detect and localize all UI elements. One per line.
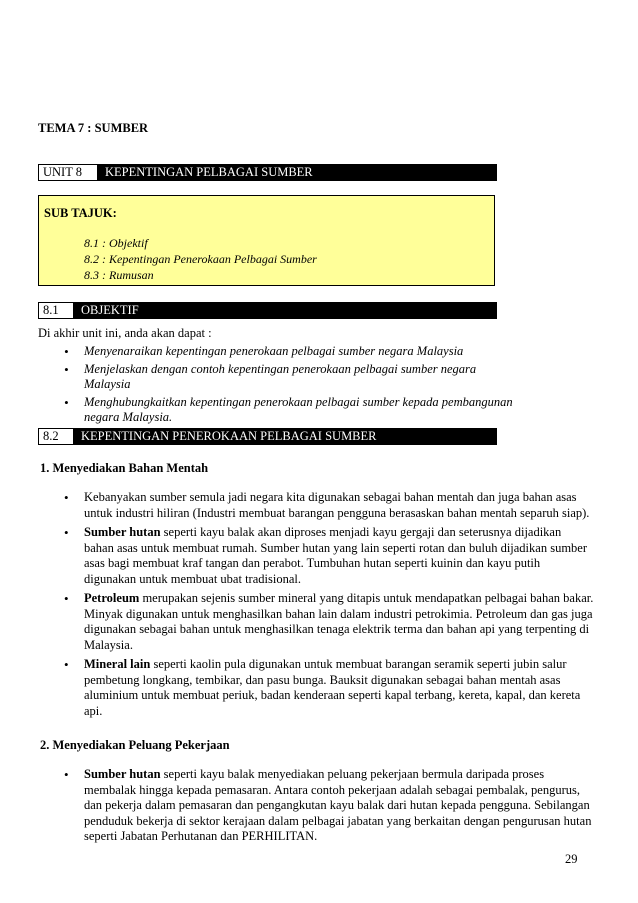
bullet-icon: • — [64, 361, 69, 377]
list-item — [64, 344, 524, 360]
item-text: seperti kayu balak menyediakan peluang pekerjaan bermula daripada proses membalak hingga kepada pemasaran. Antara contoh pekerjaan adalah sebagai pembalak, pengurus, dan pekerja dalam pemasaran dan pengangkutan kayu balak dari hutan kepada pengguna. Sebilangan penduduk bekerja di sektor kerajaan dalam pelbagai jabatan yang berkaitan dengan pengurusan hutan seperti Jabatan Perhutanan dan PERHILITAN. — [84, 767, 592, 843]
item-bold: Sumber hutan — [84, 767, 161, 781]
list-item — [64, 767, 594, 845]
section-81-bar — [38, 302, 497, 319]
bullet-icon: • — [64, 657, 69, 672]
section-2-list — [64, 767, 594, 845]
bullet-icon: • — [64, 344, 69, 359]
section-82-title: KEPENTINGAN PENEROKAAN PELBAGAI SUMBER — [73, 429, 496, 444]
list-item — [64, 657, 594, 719]
list-item — [64, 490, 594, 521]
item-bold: Petroleum — [84, 591, 140, 605]
objective-text: Menjelaskan dengan contoh kepentingan penerokaan pelbagai sumber negara Malaysia — [84, 361, 477, 391]
unit-number: UNIT 8 — [39, 165, 97, 180]
bullet-icon: • — [64, 525, 69, 540]
objective-text: Menyenaraikan kepentingan penerokaan pelbagai sumber negara Malaysia — [84, 344, 464, 358]
list-item — [64, 395, 524, 426]
section-1-list — [64, 490, 594, 719]
objectives-intro: Di akhir unit ini, anda akan dapat : — [38, 326, 212, 340]
list-item — [64, 362, 524, 393]
bullet-icon: • — [64, 767, 69, 782]
theme-heading: TEMA 7 : SUMBER — [38, 121, 149, 135]
item-text: seperti kayu balak akan diproses menjadi kayu gergaji dan seterusnya dijadikan bahan asas untuk membuat rumah. Sumber hutan yang lain seperti rotan dan buluh dijadikan sumber asas bagi membuat kraf tangan dan perabot. Tumbuhan hutan seperti kuinin dan kayu putih digunakan untuk membuat ubat tradisional. — [84, 525, 588, 586]
objectives-list — [64, 344, 524, 426]
unit-bar — [38, 164, 497, 181]
objective-text: Menghubungkaitkan kepentingan penerokaan pelbagai sumber kepada pembangunan negara Malaysia. — [84, 394, 513, 424]
bullet-icon: • — [64, 490, 69, 505]
item-text: merupakan sejenis sumber mineral yang ditapis untuk mendapatkan pelbagai bahan bakar. Minyak digunakan untuk menghasilkan bahan lain dalam industri petrokimia. Petroleum dan gas juga digunakan sebagai bahan untuk menghasilkan tenaga elektrik terma dan bahan api yang terpenting di Malaysia. — [84, 591, 594, 652]
item-text: Kebanyakan sumber semula jadi negara kita digunakan sebagai bahan mentah dan juga bahan asas untuk industri hiliran (Industri membuat barangan pengguna berasaskan bahan mentah separuh siap). — [84, 490, 590, 520]
subtopic-item: 8.3 : Rumusan — [84, 268, 154, 282]
list-item — [64, 591, 594, 653]
item-bold: Mineral lain — [84, 657, 151, 671]
section-81-number: 8.1 — [39, 303, 73, 318]
list-item — [64, 525, 594, 587]
section-82-bar — [38, 428, 497, 445]
subtopic-box — [38, 195, 495, 286]
section-81-title: OBJEKTIF — [73, 303, 496, 318]
page-number: 29 — [565, 852, 578, 866]
item-bold: Sumber hutan — [84, 525, 161, 539]
unit-title: KEPENTINGAN PELBAGAI SUMBER — [97, 165, 496, 180]
subtopic-item: 8.2 : Kepentingan Penerokaan Pelbagai Sumber — [84, 252, 317, 266]
bullet-icon: • — [64, 591, 69, 606]
section-82-number: 8.2 — [39, 429, 73, 444]
item-text: seperti kaolin pula digunakan untuk membuat barangan seramik seperti jubin salur pembetung longkang, tembikar, dan pasu bunga. Bauksit digunakan sebagai bahan mentah asas aluminium untuk membuat periuk, badan kenderaan seperti kapal terbang, kereta, kapal, dan kereta api. — [84, 657, 581, 718]
section-2-heading: 2. Menyediakan Peluang Pekerjaan — [40, 738, 230, 752]
bullet-icon: • — [64, 394, 69, 410]
subtopic-heading: SUB TAJUK: — [44, 206, 117, 220]
subtopic-item: 8.1 : Objektif — [84, 236, 148, 250]
section-1-heading: 1. Menyediakan Bahan Mentah — [40, 461, 209, 475]
